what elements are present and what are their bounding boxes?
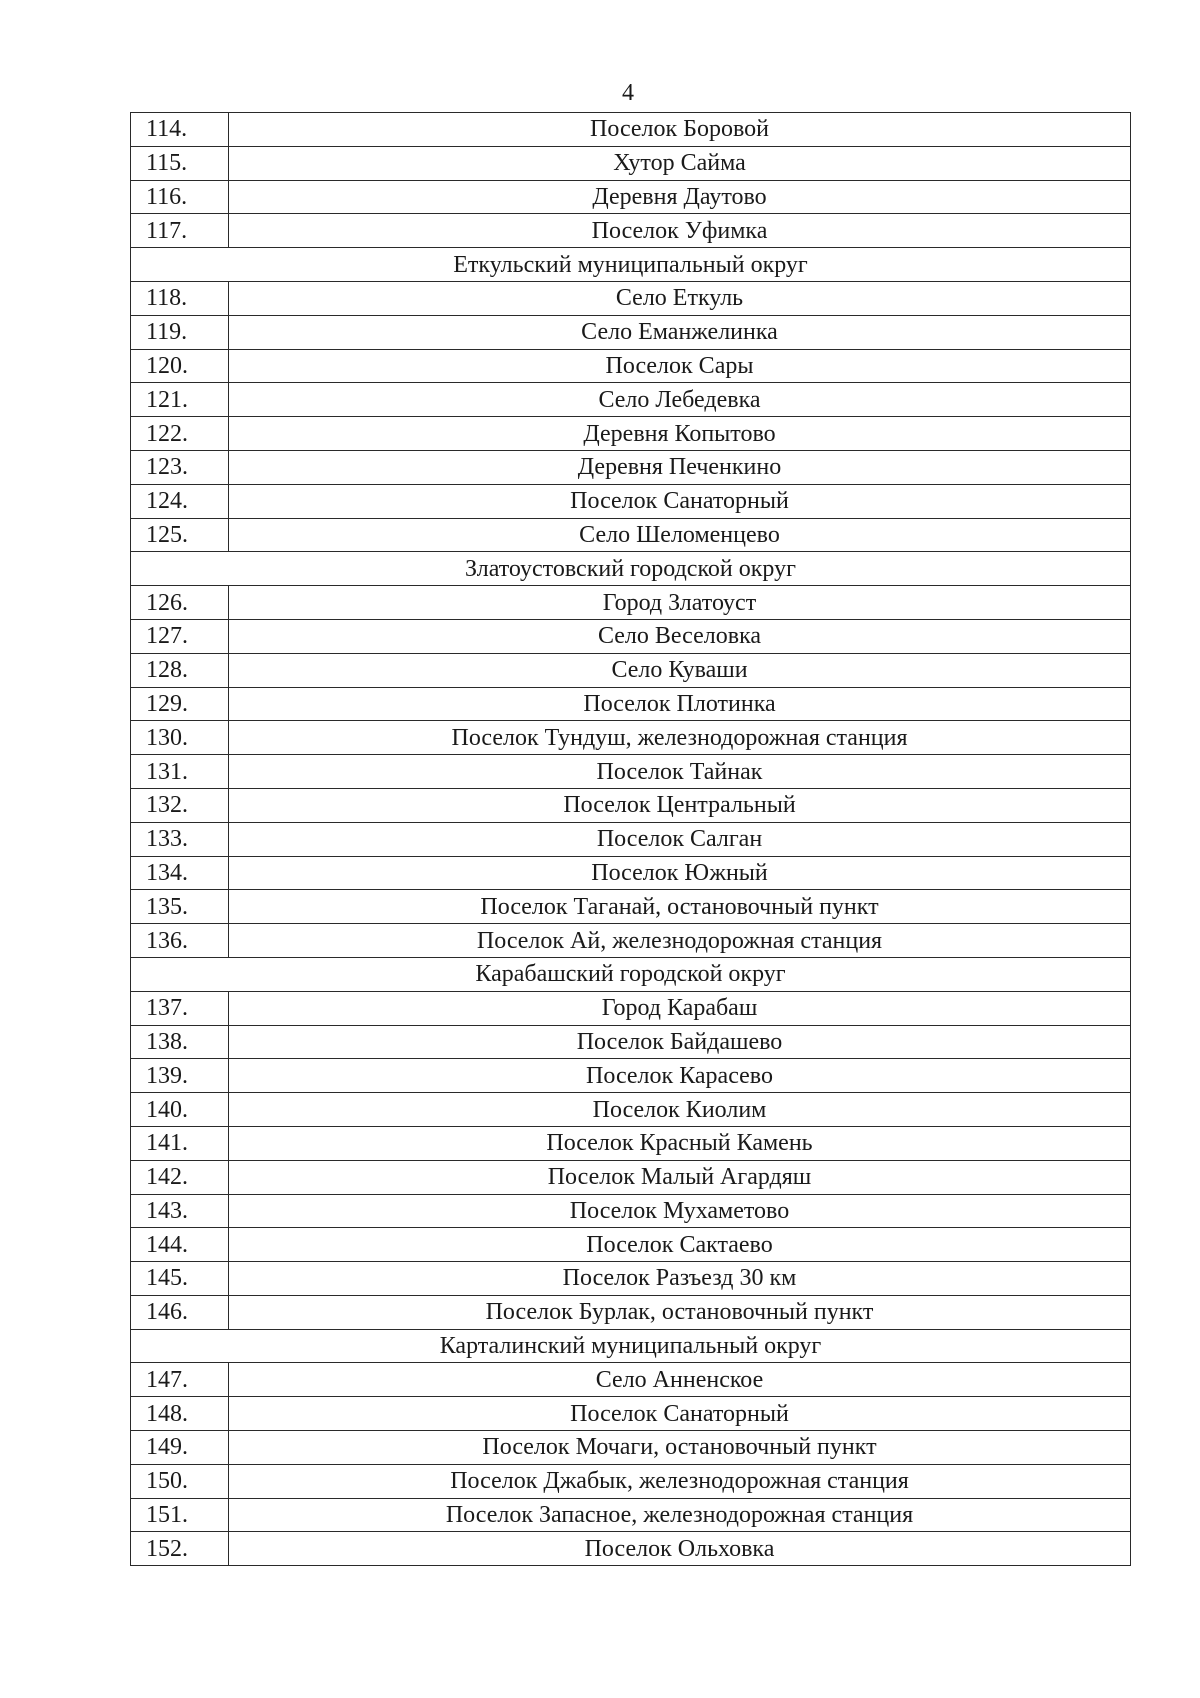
table-row xyxy=(131,1194,1131,1228)
table-row xyxy=(131,1262,1131,1296)
settlement-name: Поселок Таганай, остановочный пункт xyxy=(229,890,1131,924)
settlement-name: Поселок Малый Агардяш xyxy=(229,1160,1131,1194)
table-row xyxy=(131,755,1131,789)
row-number: 122. xyxy=(131,417,229,451)
settlement-name: Село Шеломенцево xyxy=(229,518,1131,552)
table-row xyxy=(131,214,1131,248)
table-row xyxy=(131,417,1131,451)
table-row xyxy=(131,1126,1131,1160)
table-row xyxy=(131,856,1131,890)
row-number: 146. xyxy=(131,1295,229,1329)
settlement-name: Деревня Даутово xyxy=(229,180,1131,214)
section-title: Еткульский муниципальный округ xyxy=(131,248,1131,282)
table-row xyxy=(131,619,1131,653)
table-row xyxy=(131,991,1131,1025)
settlement-name: Город Златоуст xyxy=(229,586,1131,620)
row-number: 127. xyxy=(131,619,229,653)
row-number: 148. xyxy=(131,1397,229,1431)
table-row xyxy=(131,180,1131,214)
row-number: 137. xyxy=(131,991,229,1025)
row-number: 133. xyxy=(131,822,229,856)
table-row xyxy=(131,1363,1131,1397)
row-number: 129. xyxy=(131,687,229,721)
table-row xyxy=(131,113,1131,147)
settlement-name: Поселок Тайнак xyxy=(229,755,1131,789)
settlements-table xyxy=(130,112,1131,1566)
row-number: 116. xyxy=(131,180,229,214)
table-row xyxy=(131,349,1131,383)
settlements-table-body xyxy=(131,113,1131,1566)
settlement-name: Поселок Сактаево xyxy=(229,1228,1131,1262)
settlement-name: Поселок Санаторный xyxy=(229,484,1131,518)
table-row xyxy=(131,1397,1131,1431)
settlement-name: Поселок Джабык, железнодорожная станция xyxy=(229,1464,1131,1498)
settlement-name: Поселок Тундуш, железнодорожная станция xyxy=(229,721,1131,755)
row-number: 128. xyxy=(131,653,229,687)
page-number: 4 xyxy=(622,80,634,106)
row-number: 126. xyxy=(131,586,229,620)
row-number: 145. xyxy=(131,1262,229,1296)
row-number: 139. xyxy=(131,1059,229,1093)
row-number: 120. xyxy=(131,349,229,383)
row-number: 132. xyxy=(131,788,229,822)
settlement-name: Поселок Центральный xyxy=(229,788,1131,822)
row-number: 143. xyxy=(131,1194,229,1228)
settlement-name: Село Куваши xyxy=(229,653,1131,687)
table-row xyxy=(131,1464,1131,1498)
settlement-name: Город Карабаш xyxy=(229,991,1131,1025)
row-number: 144. xyxy=(131,1228,229,1262)
row-number: 138. xyxy=(131,1025,229,1059)
row-number: 150. xyxy=(131,1464,229,1498)
settlement-name: Поселок Запасное, железнодорожная станция xyxy=(229,1498,1131,1532)
section-title: Златоустовский городской округ xyxy=(131,552,1131,586)
row-number: 141. xyxy=(131,1126,229,1160)
settlement-name: Поселок Сары xyxy=(229,349,1131,383)
settlement-name: Поселок Мухаметово xyxy=(229,1194,1131,1228)
table-row xyxy=(131,687,1131,721)
row-number: 118. xyxy=(131,281,229,315)
row-number: 125. xyxy=(131,518,229,552)
row-number: 130. xyxy=(131,721,229,755)
section-title: Карталинский муниципальный округ xyxy=(131,1329,1131,1363)
row-number: 134. xyxy=(131,856,229,890)
settlement-name: Село Веселовка xyxy=(229,619,1131,653)
settlement-name: Поселок Салган xyxy=(229,822,1131,856)
section-title: Карабашский городской округ xyxy=(131,957,1131,991)
table-row xyxy=(131,1498,1131,1532)
section-header-row xyxy=(131,552,1131,586)
settlement-name: Поселок Киолим xyxy=(229,1093,1131,1127)
settlement-name: Поселок Карасево xyxy=(229,1059,1131,1093)
section-header-row xyxy=(131,1329,1131,1363)
settlement-name: Село Еткуль xyxy=(229,281,1131,315)
row-number: 142. xyxy=(131,1160,229,1194)
table-row xyxy=(131,1228,1131,1262)
table-row xyxy=(131,1093,1131,1127)
settlement-name: Поселок Плотинка xyxy=(229,687,1131,721)
row-number: 147. xyxy=(131,1363,229,1397)
settlement-name: Поселок Южный xyxy=(229,856,1131,890)
row-number: 119. xyxy=(131,315,229,349)
table-row xyxy=(131,315,1131,349)
table-row xyxy=(131,924,1131,958)
row-number: 123. xyxy=(131,450,229,484)
settlement-name: Поселок Байдашево xyxy=(229,1025,1131,1059)
row-number: 152. xyxy=(131,1532,229,1566)
table-row xyxy=(131,450,1131,484)
settlement-name: Поселок Ай, железнодорожная станция xyxy=(229,924,1131,958)
settlement-name: Село Еманжелинка xyxy=(229,315,1131,349)
table-row xyxy=(131,890,1131,924)
settlement-name: Село Лебедевка xyxy=(229,383,1131,417)
settlement-name: Село Анненское xyxy=(229,1363,1131,1397)
table-row xyxy=(131,1532,1131,1566)
table-row xyxy=(131,383,1131,417)
row-number: 136. xyxy=(131,924,229,958)
settlement-name: Хутор Сайма xyxy=(229,146,1131,180)
row-number: 117. xyxy=(131,214,229,248)
settlement-name: Поселок Мочаги, остановочный пункт xyxy=(229,1431,1131,1465)
table-row xyxy=(131,484,1131,518)
settlement-name: Поселок Разъезд 30 км xyxy=(229,1262,1131,1296)
row-number: 140. xyxy=(131,1093,229,1127)
section-header-row xyxy=(131,248,1131,282)
row-number: 115. xyxy=(131,146,229,180)
row-number: 149. xyxy=(131,1431,229,1465)
table-row xyxy=(131,1025,1131,1059)
table-row xyxy=(131,1295,1131,1329)
table-row xyxy=(131,1059,1131,1093)
table-row xyxy=(131,518,1131,552)
row-number: 135. xyxy=(131,890,229,924)
settlement-name: Деревня Печенкино xyxy=(229,450,1131,484)
settlement-name: Деревня Копытово xyxy=(229,417,1131,451)
row-number: 114. xyxy=(131,113,229,147)
row-number: 151. xyxy=(131,1498,229,1532)
settlement-name: Поселок Уфимка xyxy=(229,214,1131,248)
row-number: 124. xyxy=(131,484,229,518)
table-row xyxy=(131,721,1131,755)
settlement-name: Поселок Боровой xyxy=(229,113,1131,147)
settlement-name: Поселок Бурлак, остановочный пункт xyxy=(229,1295,1131,1329)
settlement-name: Поселок Красный Камень xyxy=(229,1126,1131,1160)
table-row xyxy=(131,788,1131,822)
section-header-row xyxy=(131,957,1131,991)
table-row xyxy=(131,146,1131,180)
settlement-name: Поселок Санаторный xyxy=(229,1397,1131,1431)
table-row xyxy=(131,653,1131,687)
settlement-name: Поселок Ольховка xyxy=(229,1532,1131,1566)
table-row xyxy=(131,1160,1131,1194)
table-row xyxy=(131,586,1131,620)
row-number: 121. xyxy=(131,383,229,417)
table-row xyxy=(131,1431,1131,1465)
table-row xyxy=(131,822,1131,856)
row-number: 131. xyxy=(131,755,229,789)
table-row xyxy=(131,281,1131,315)
